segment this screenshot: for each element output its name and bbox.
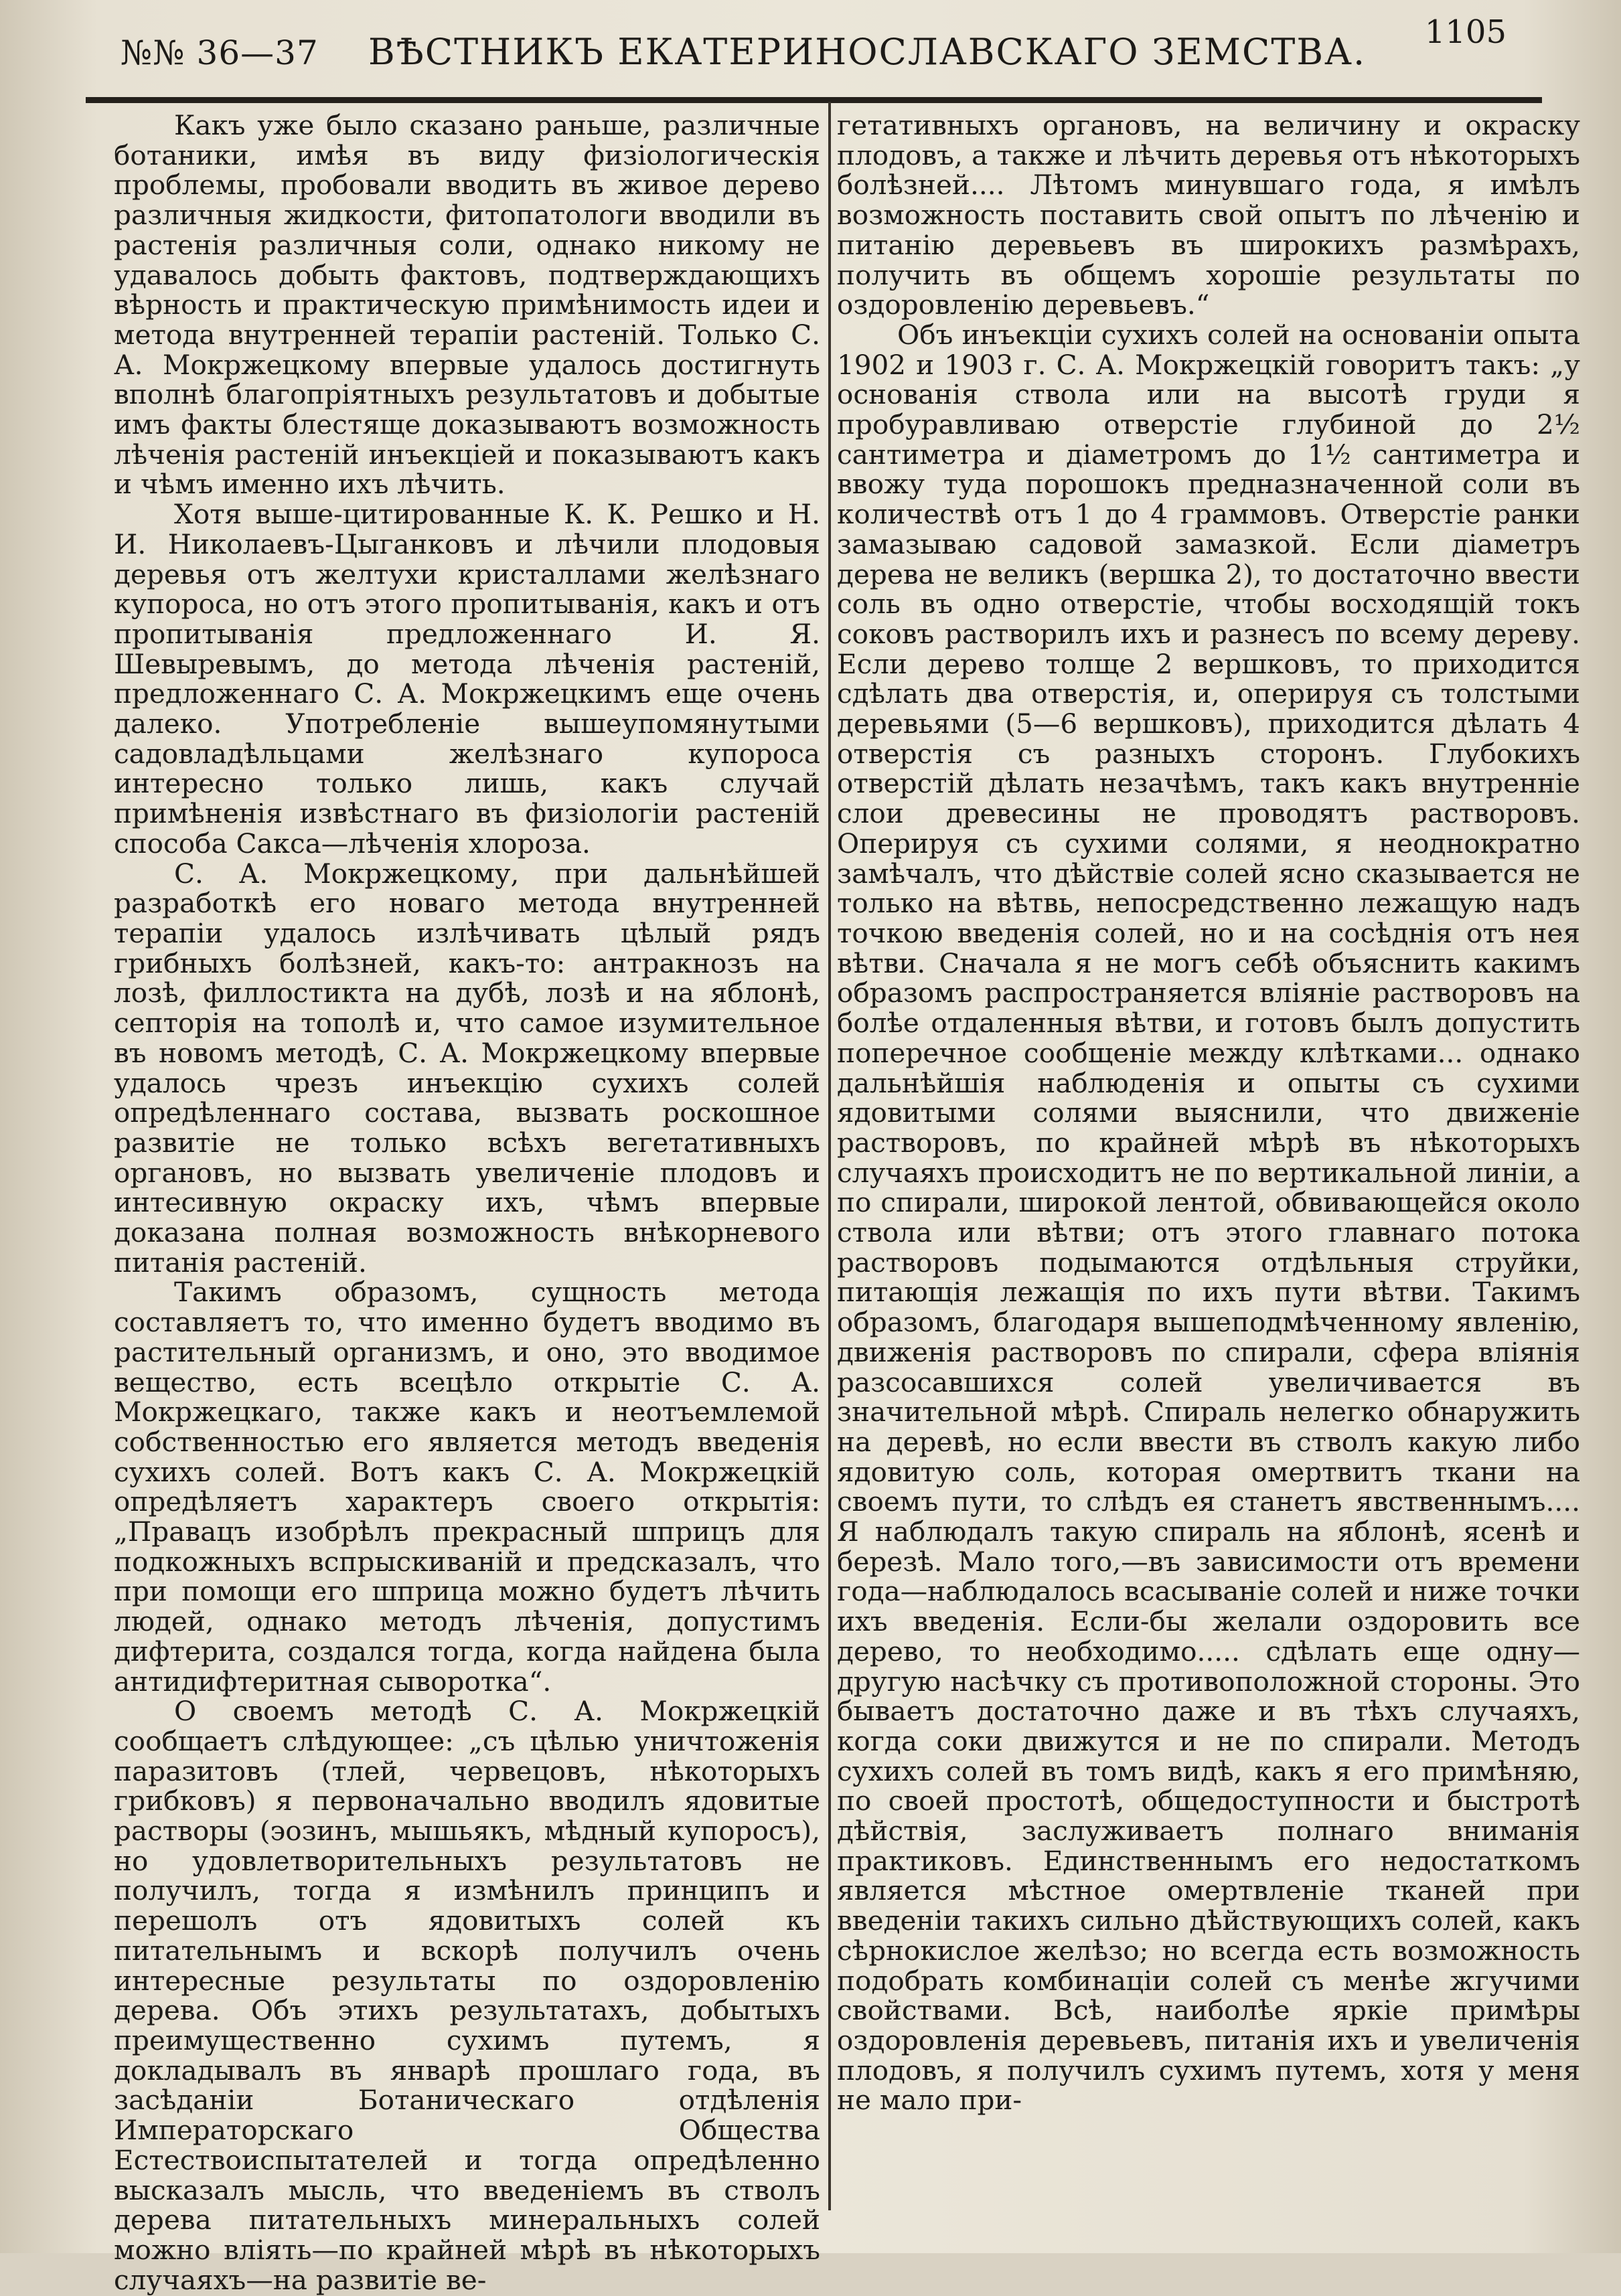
paragraph: гетативныхъ органовъ, на величину и окраску плодовъ, а также и лѣчить деревья отъ нѣкоторыхъ болѣзней.... Лѣтомъ минувшаго года, я имѣлъ возможность поставить свой опытъ по лѣченiю и питанiю деревьевъ въ широкихъ размѣрахъ, получить въ общемъ хорошiе результаты по оздоровленiю деревьевъ.“ [837,109,1580,321]
paragraph: Какъ уже было сказано раньше, различные ботаники, имѣя въ виду физiологическiя проблемы, пробовали вводить въ живое дерево различныя жидкости, фитопатологи вводили въ растенiя различныя соли, однако никому не удавалось добыть фактовъ, подтверждающихъ вѣрность и практическую примѣнимость идеи и метода внутренней терапiи растенiй. Только С. А. Мокржецкому впервые удалось достигнуть вполнѣ благопрiятныхъ результатовъ и добытые имъ факты блестяще доказываютъ возможность лѣченiя растенiй инъекцiей и показываютъ какъ и чѣмъ именно ихъ лѣчить. [114,109,820,501]
header-rule [86,97,1542,103]
paragraph: Такимъ образомъ, сущность метода составляетъ то, что именно будетъ вводимо въ растительный организмъ, и оно, это вводимое вещество, есть всецѣло открытiе С. А. Мокржецкаго, также какъ и неотъемлемой собственностью его является методъ введенiя сухихъ солей. Вотъ какъ С. А. Мокржецкiй опредѣляетъ характеръ своего открытiя: „Правацъ изобрѣлъ прекрасный шприцъ для подкожныхъ вспрыскиванiй и предсказалъ, что при помощи его шприца можно будетъ лѣчить людей, однако методъ лѣченiя, допустимъ дифтерита, создался тогда, когда найдена была антидифтеритная сыворотка“. [114,1276,820,1698]
page-number: 1105 [1424,13,1507,51]
paragraph: Хотя выше-цитированные К. К. Решко и Н. И. Николаевъ-Цыганковъ и лѣчили плодовыя деревья отъ желтухи кристаллами желѣзнаго купороса, но отъ этого пропитыванiя, какъ и отъ пропитыванiя предложеннаго И. Я. Шевыревымъ, до метода лѣченiя растенiй, предложеннаго С. А. Мокржецкимъ еще очень далеко. Употребленiе вышеупомянутыми садовладѣльцами желѣзнаго купороса интересно только лишь, какъ случай примѣненiя извѣстнаго въ физiологiи растенiй способа Сакса—лѣченiя хлороза. [114,498,820,859]
right-column [837,110,1580,2115]
page-header [121,13,1533,80]
journal-title: ВѢСТНИКЪ ЕКАТЕРИНОСЛАВСКАГО ЗЕМСТВА. [368,31,1367,73]
paragraph: Объ инъекцiи сухихъ солей на основанiи опыта 1902 и 1903 г. С. А. Мокржецкiй говоритъ такъ: „у основанiя ствола или на высотѣ груди я пробуравливаю отверстiе глубиной до 2½ сантиметра и дiаметромъ до 1½ сантиметра и ввожу туда порошокъ предназначенной соли въ количествѣ отъ 1 до 4 граммовъ. Отверстiе ранки замазываю садовой замазкой. Если дiаметръ дерева не великъ (вершка 2), то достаточно ввести соль въ одно отверстiе, чтобы восходящiй токъ соковъ растворилъ ихъ и разнесъ по всему дереву. Если дерево толще 2 вершковъ, то приходится сдѣлать два отверстiя, и, оперируя съ толстыми деревьями (5—6 вершковъ), приходится дѣлать 4 отверстiя съ разныхъ сторонъ. Глубокихъ отверстiй дѣлать незачѣмъ, такъ какъ внутреннiе слои древесины не проводятъ растворовъ. Оперируя съ сухими солями, я неоднократно замѣчалъ, что дѣйствiе солей ясно сказывается не только на вѣтвь, непосредственно лежащую надъ точкою введенiя солей, но и на сосѣднiя отъ нея вѣтви. Сначала я не могъ себѣ объяснить какимъ образомъ распространяется влiянiе растворовъ на болѣе отдаленныя вѣтви, и готовъ былъ допустить поперечное сообщенiе между клѣтками... однако дальнѣйшiя наблюденiя и опыты съ сухими ядовитыми солями выяснили, что движенiе растворовъ, по крайней мѣрѣ въ нѣкоторыхъ случаяхъ происходитъ не по вертикальной линiи, а по спирали, широкой лентой, обвивающейся около ствола или вѣтви; отъ этого главнаго потока растворовъ подымаются отдѣльныя струйки, питающiя лежащiя по ихъ пути вѣтви. Такимъ образомъ, благодаря вышеподмѣченному явленiю, движенiя растворовъ по спирали, сфера влiянiя разсосавшихся солей увеличивается въ значительной мѣрѣ. Спираль нелегко обнаружить на деревѣ, но если ввести въ стволъ какую либо ядовитую соль, которая омертвитъ ткани на своемъ пути, то слѣдъ ея станетъ явственнымъ.... Я наблюдалъ такую спираль на яблонѣ, ясенѣ и березѣ. Мало того,—въ зависимости отъ времени года—наблюдалось всасыванiе солей и ниже точки ихъ введенiя. Если-бы желали оздоровить все дерево, то необходимо..... сдѣлать еще одну—другую насѣчку съ противоположной стороны. Это бываетъ достаточно даже и въ тѣхъ случаяхъ, когда соки движутся и не по спирали. Методъ сухихъ солей въ томъ видѣ, какъ я его примѣняю, по своей простотѣ, общедоступности и быстротѣ дѣйствiя, заслуживаетъ полнаго вниманiя практиковъ. Единственнымъ его недостаткомъ является мѣстное омертвленiе тканей при введенiи такихъ сильно дѣйствующихъ солей, какъ сѣрнокислое желѣзо; но всегда есть возможность подобрать комбинацiи солей съ менѣе жгучими свойствами. Всѣ, наиболѣе яркiе примѣры оздоровленiя деревьевъ, питанiя ихъ и увеличенiя плодовъ, я получилъ сухимъ путемъ, хотя у меня не мало при- [837,318,1580,2117]
column-divider [828,102,831,2210]
paragraph: С. А. Мокржецкому, при дальнѣйшей разработкѣ его новаго метода внутренней терапiи удалось излѣчивать цѣлый рядъ грибныхъ болѣзней, какъ-то: антракнозъ на лозѣ, филлостикта на дубѣ, лозѣ и на яблонѣ, септорiя на тополѣ и, что самое изумительное въ новомъ методѣ, С. А. Мокржецкому впервые удалось чрезъ инъекцiю сухихъ солей опредѣленнаго состава, вызвать роскошное развитiе не только всѣхъ вегетативныхъ органовъ, но вызвать увеличенiе плодовъ и интесивную окраску ихъ, чѣмъ впервые доказана полная возможность внѣкорневого питанiя растенiй. [114,857,820,1279]
paragraph: О своемъ методѣ С. А. Мокржецкiй сообщаетъ слѣдующее: „съ цѣлью уничтоженiя паразитовъ (тлей, червецовъ, нѣкоторыхъ грибковъ) я первоначально вводилъ ядовитые растворы (эозинъ, мышьякъ, мѣдный купоросъ), но удовлетворительныхъ результатовъ не получилъ, тогда я измѣнилъ принципъ и перешолъ отъ ядовитыхъ солей къ питательнымъ и вскорѣ получилъ очень интересные результаты по оздоровленiю дерева. Объ этихъ результатахъ, добытыхъ преимущественно сухимъ путемъ, я докладывалъ въ январѣ прошлаго года, въ засѣданiи Ботаническаго отдѣленiя Императорскаго Общества Естествоиспытателей и тогда опредѣленно высказалъ мысль, что введенiемъ въ стволъ дерева питательныхъ минеральныхъ солей можно влiять—по крайней мѣрѣ въ нѣкоторыхъ случаяхъ—на развитiе ве- [114,1695,820,2296]
issue-number: №№ 36—37 [121,33,319,72]
left-column [114,110,820,2295]
